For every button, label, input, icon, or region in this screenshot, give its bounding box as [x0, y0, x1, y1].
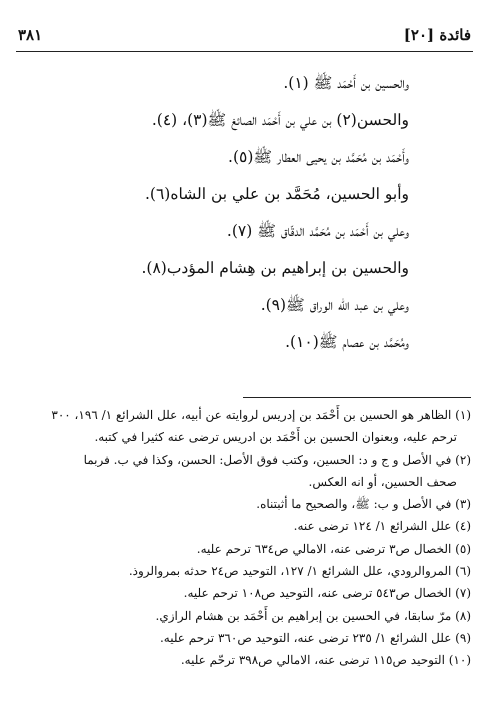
main-text-line: ومُحَمَّد بن عصام ﷺ(١٠). [285, 333, 409, 351]
footnotes [18, 404, 471, 672]
footnote-line: (٣) في الأصل و ب: ﷺ، والصحيح ما أثبتناه. [256, 497, 471, 512]
main-text [40, 65, 409, 361]
running-head [18, 24, 471, 46]
footnote-line: (١) الظاهر هو الحسين بن أَحْمَد بن إدريس لروايته عن أبيه، علل الشرائع ١/ ١٩٦، ٣٠٠ [51, 408, 471, 422]
main-text-line: والحسين بن إبراهيم بن هِشام المؤدب(٨). [141, 259, 409, 277]
footnote-line: (٨) مرّ سابقا، في الحسين بن إبراهيم بن أَحْمَد بن هشام الرازي. [155, 608, 471, 623]
footnote-separator [243, 397, 471, 398]
main-text-line: والحسين بن أَحْمَد ﷺ (١). [283, 74, 409, 92]
main-text-line: وعلي بن أَحْمَد بن مُحَمَّد الدقّاق ﷺ (٧). [226, 222, 409, 240]
main-text-line: وأبو الحسين، مُحَمَّد بن علي بن الشاه(٦). [144, 185, 409, 203]
header-rule [16, 51, 473, 52]
footnote-line: (٧) الخصال ص٥٤٣ ترضى عنه، التوحيد ص١٠٨ ترحم عليه. [183, 586, 471, 601]
footnote-line: صحف الحسين، أو انه العكس. [308, 474, 457, 489]
footnote-line: (٦) المروالرودي، علل الشرائع ١/ ١٢٧، التوحيد ص٢٤ حدثه بمروالروذ. [128, 564, 471, 579]
main-text-line: والحسن(٢) بن علي بن أَحْمَد الصائغ ﷺ(٣)، (٤). [151, 111, 409, 129]
page-number: ٣٨١ [18, 26, 43, 44]
footnote-line: (١٠) التوحيد ص١١٥ ترضى عنه، الامالي ص٣٩٨ ترحّم عليه. [180, 653, 471, 668]
running-head-title: فائدة [٢٠] [403, 26, 471, 44]
main-text-line: وعلي بن عبد الله الوراق ﷺ(٩). [260, 296, 409, 314]
footnote-line: (٢) في الأصل و ج و د: الحسين، وكتب فوق الأصل: الحسن، وكذا في ب. فربما [83, 452, 471, 467]
main-text-line: وأَحْمَد بن مُحَمَّد بن يحيى العطار ﷺ(٥). [228, 148, 409, 166]
footnote-line: (٩) علل الشرائع ١/ ٢٣٥ ترضى عنه، التوحيد ص٣٦٠ ترحم عليه. [159, 630, 471, 645]
footnote-line: (٥) الخصال ص٣ ترضى عنه، الامالي ص٦٣٤ ترحم عليه. [196, 541, 471, 556]
footnote-line: ترحم عليه، وبعنوان الحسين بن أَحْمَد بن ادريس ترضى عنه كثيرا في كتبه. [94, 430, 457, 445]
footnote-line: (٤) علل الشرائع ١/ ١٢٤ ترضى عنه. [293, 519, 471, 534]
